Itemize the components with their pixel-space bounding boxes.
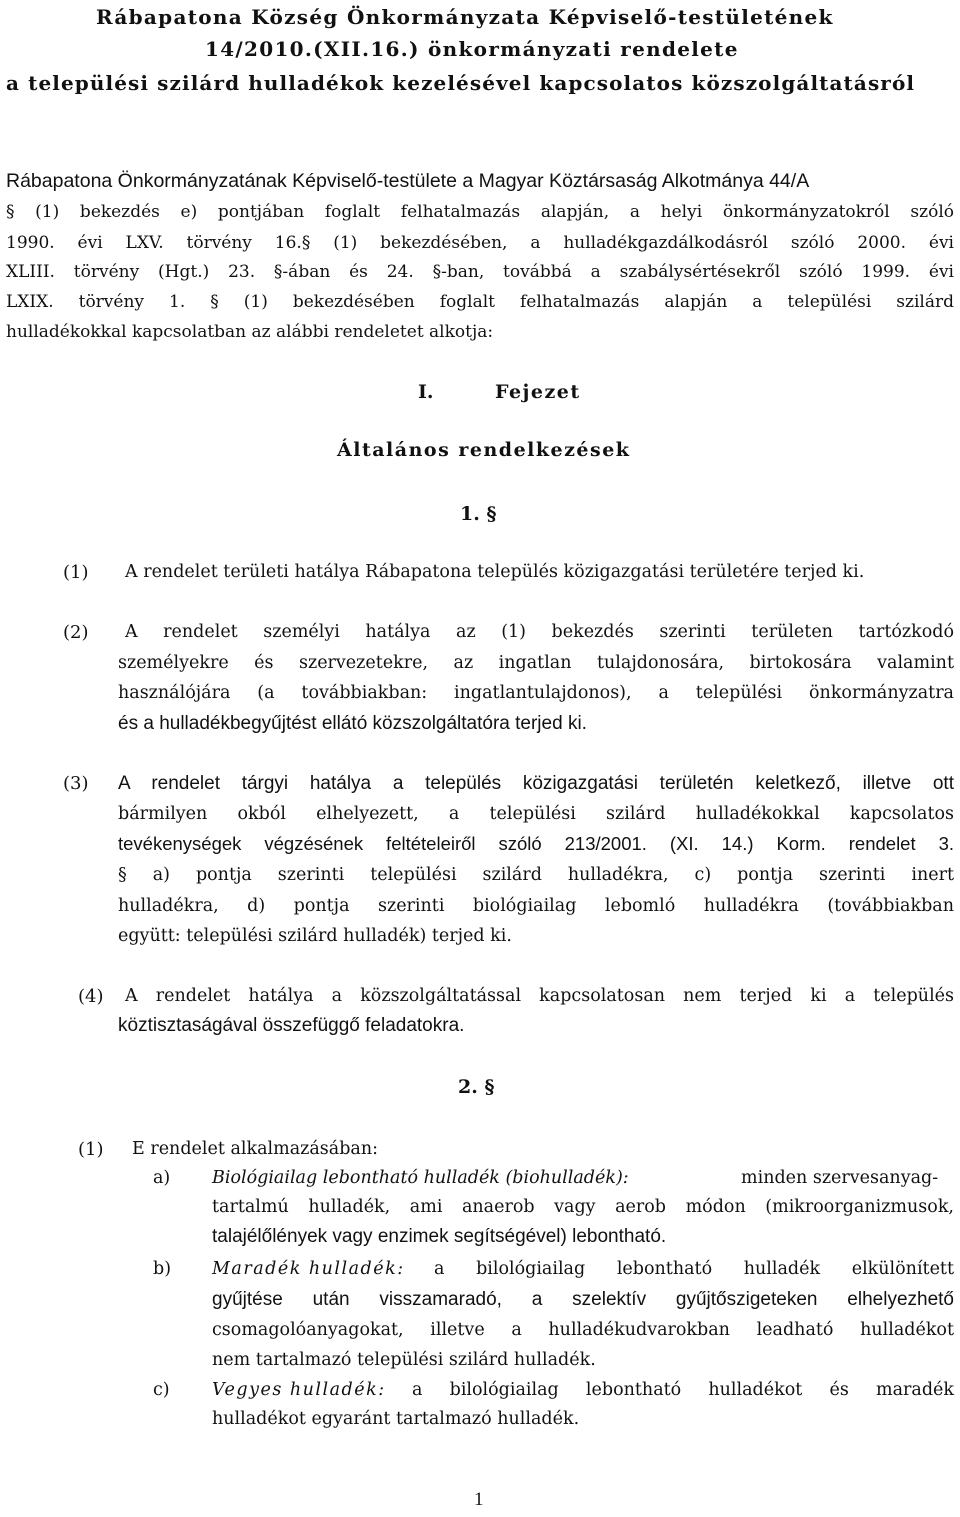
definition-a-letter: a): [153, 1168, 171, 1188]
definition-b-line-4: nem tartalmazó települési szilárd hulladék.: [212, 1350, 596, 1370]
paragraph-2-1-intro: E rendelet alkalmazásában:: [132, 1139, 378, 1159]
paragraph-1-2-line-3: használójára (a továbbiakban: ingatlantulajdonos), a települési önkormányzatra: [118, 683, 954, 703]
paragraph-1-1-text: A rendelet területi hatálya Rábapatona település közigazgatási területére terjed ki.: [125, 562, 865, 582]
paragraph-1-3-line-5: hulladékra, d) pontja szerinti biológiailag lebomló hulladékra (továbbiakban: [118, 896, 954, 916]
definition-b-term: Maradék hulladék:: [212, 1259, 405, 1279]
document-title-line-1: Rábapatona Község Önkormányzata Képviselő-testületének: [96, 5, 834, 29]
preamble-line-3: 1990. évi LXV. törvény 16.§ (1) bekezdésében, a hulladékgazdálkodásról szóló 2000. évi: [6, 233, 954, 253]
section-1-heading: 1. §: [460, 503, 497, 525]
paragraph-1-3-line-3: tevékenységek végzésének feltételeiről szóló 213/2001. (XI. 14.) Korm. rendelet 3.: [118, 833, 954, 854]
paragraph-1-3-line-4: § a) pontja szerinti települési szilárd hulladékra, c) pontja szerinti inert: [118, 865, 954, 885]
chapter-number: I.: [418, 381, 434, 403]
document-title-line-3: a települési szilárd hulladékok kezelésével kapcsolatos közszolgáltatásról: [6, 71, 916, 95]
paragraph-1-2-line-2: személyekre és szervezetekre, az ingatlan tulajdonosára, birtokosára valamint: [118, 653, 954, 673]
paragraph-1-3-line-2: bármilyen okból elhelyezett, a települési szilárd hulladékokkal kapcsolatos: [118, 804, 954, 824]
definition-c-letter: c): [153, 1380, 170, 1400]
preamble-line-6: hulladékokkal kapcsolatban az alábbi rendeletet alkotja:: [6, 322, 494, 342]
paragraph-1-4-line-1: A rendelet hatálya a közszolgáltatással kapcsolatosan nem terjed ki a település: [125, 986, 954, 1006]
document-title-line-2: 14/2010.(XII.16.) önkormányzati rendelete: [205, 37, 739, 61]
paragraph-2-1-number: (1): [78, 1139, 104, 1160]
paragraph-1-3-line-1: A rendelet tárgyi hatálya a település közigazgatási területén keletkező, illetve ott: [118, 773, 954, 794]
paragraph-1-4-line-2: köztisztaságával összefüggő feladatokra.: [118, 1015, 465, 1036]
preamble-line-5: LXIX. törvény 1. § (1) bekezdésében foglalt felhatalmazás alapján a települési szilárd: [6, 292, 954, 312]
definition-b-line-1-rest: a bilológiailag lebontható hulladék elkülönített: [434, 1259, 954, 1279]
definition-a-line-1-rest: minden szervesanyag-: [741, 1168, 939, 1188]
paragraph-1-4-number: (4): [78, 986, 104, 1007]
definition-c-line-1-rest: a bilológiailag lebontható hulladékot és maradék: [412, 1380, 954, 1400]
definition-b-line-3: csomagolóanyagokat, illetve a hulladékudvarokban leadható hulladékot: [212, 1320, 954, 1340]
section-2-heading: 2. §: [458, 1076, 495, 1098]
paragraph-1-1-number: (1): [63, 562, 89, 583]
definition-c-line-2: hulladékot egyaránt tartalmazó hulladék.: [212, 1409, 580, 1429]
paragraph-1-2-number: (2): [63, 622, 89, 643]
chapter-name: Fejezet: [495, 381, 581, 403]
definition-a-line-2: tartalmú hulladék, ami anaerob vagy aerob módon (mikroorganizmusok,: [212, 1197, 954, 1217]
paragraph-1-3-number: (3): [63, 773, 89, 794]
definition-c-term: Vegyes hulladék:: [212, 1380, 386, 1400]
preamble-line-4: XLIII. törvény (Hgt.) 23. §-ában és 24. §-ban, továbbá a szabálysértésekről szóló 1999. évi: [6, 262, 954, 282]
preamble-line-2: § (1) bekezdés e) pontjában foglalt felhatalmazás alapján, a helyi önkormányzatokról szóló: [6, 202, 954, 222]
definition-a-term: Biológiailag lebontható hulladék (biohulladék):: [212, 1168, 629, 1188]
chapter-title: Általános rendelkezések: [337, 439, 631, 461]
preamble-line-1: Rábapatona Önkormányzatának Képviselő-testülete a Magyar Köztársaság Alkotmánya 44/A: [6, 170, 810, 192]
definition-b-letter: b): [153, 1259, 172, 1279]
page-number: 1: [474, 1489, 484, 1510]
paragraph-1-3-line-6: együtt: települési szilárd hulladék) terjed ki.: [118, 926, 512, 946]
paragraph-1-2-line-4: és a hulladékbegyűjtést ellátó közszolgáltatóra terjed ki.: [118, 713, 587, 734]
definition-b-line-2: gyűjtése után visszamaradó, a szelektív gyűjtőszigeteken elhelyezhető: [212, 1289, 954, 1310]
definition-a-line-3: talajélőlények vagy enzimek segítségével) lebontható.: [212, 1226, 667, 1247]
paragraph-1-2-line-1: A rendelet személyi hatálya az (1) bekezdés szerinti területen tartózkodó: [125, 622, 954, 642]
